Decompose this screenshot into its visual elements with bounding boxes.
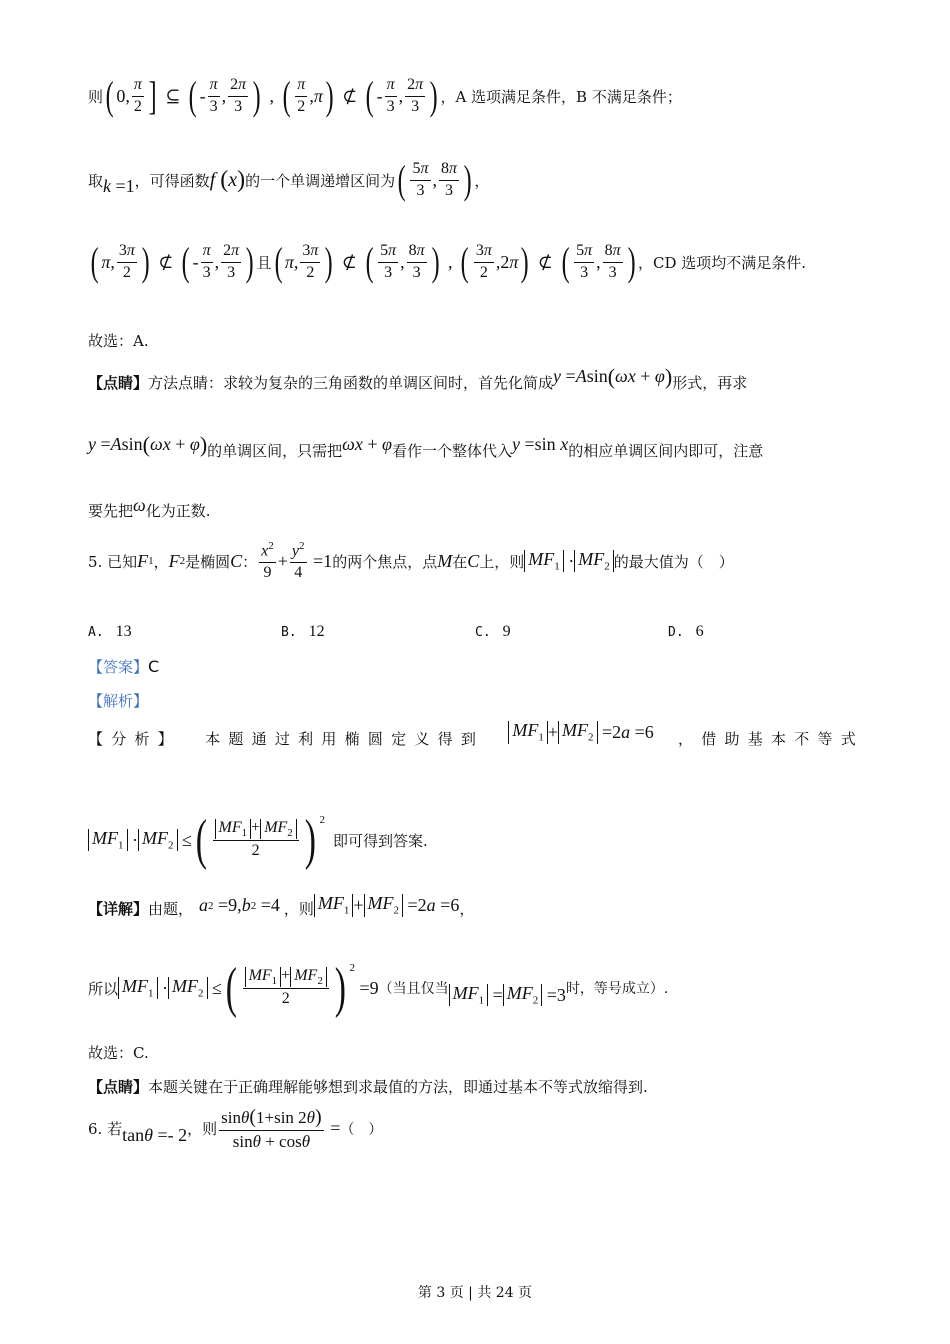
tip-2-tag: 【点睛】 xyxy=(88,1078,149,1096)
q6-t1: ，则 xyxy=(187,1120,218,1139)
detail-2-text-2: （当且仅当 xyxy=(378,981,449,997)
detail-2-text-3: 时，等号成立）. xyxy=(565,981,669,997)
conclusion-a: 故选：A. xyxy=(88,332,149,350)
c-symbol-2: C xyxy=(467,550,480,571)
tip-1-text-1: 方法点睛：求较为复杂的三角函数的单调区间时，首先化简成 xyxy=(148,374,554,392)
max-value-inequality: $MF_1$ · $MF_2$ ≤ ( $\frac{MF_1 + MF_2}{2}$ ) $^2$ =9 xyxy=(118,960,379,1016)
fenxi-line-2 xyxy=(88,809,428,871)
detail-line-1 xyxy=(88,893,475,919)
tip-1b-text-2: 看作一个整体代入 xyxy=(392,442,513,460)
tip-1b-text-1: 的单调区间，只需把 xyxy=(207,442,343,460)
page-footer: 第 3 页 | 共 24 页 xyxy=(417,1285,533,1301)
q5-t7: 的最大值为（ ） xyxy=(613,552,734,571)
q5-t5: 在 xyxy=(452,552,468,571)
answer-tag: 【答案】 xyxy=(88,658,149,676)
option-d xyxy=(668,623,704,641)
fenxi-2-text: 即可得到答案. xyxy=(332,831,428,850)
detail-2-text-1: 所以 xyxy=(88,979,119,998)
tip-1-text-2: 形式，再求 xyxy=(672,374,748,392)
detail-text-1: 由题， xyxy=(148,900,194,918)
fenxi-line-1 xyxy=(88,720,864,749)
fenxi-text-1: 本题通过利用椭圆定义得到 xyxy=(205,730,485,748)
sin-form-expression-2: y = A sin ( ωx + φ ) xyxy=(88,431,208,457)
am-gm-inequality: $MF_1$ · $MF_2$ ≤ ( $\frac{MF_1 + MF_2}{2}$ ) $^2$ xyxy=(88,812,325,868)
tip-1c-text-1: 要先把 xyxy=(88,502,134,520)
option-c xyxy=(475,623,511,641)
question-6 xyxy=(88,1106,382,1152)
sum-equals-2a: $MF_1$ + $MF_2$ =2 a =6 xyxy=(508,721,653,744)
line2-mid2: 的一个单调递增区间为 xyxy=(245,171,396,190)
k-equals-1: k =1 xyxy=(103,175,135,196)
option-b-value: 12 xyxy=(308,623,325,640)
detail-line-2 xyxy=(88,957,669,1019)
a2-b2-values: a 2 =9, b 2 =4 xyxy=(199,895,280,915)
f1-symbol: F 1 xyxy=(137,550,154,571)
option-d-value: 6 xyxy=(695,623,704,640)
q5-num: 5. 已知 xyxy=(88,552,138,571)
increasing-interval: ( $\frac{5\pi}{3}$ , $\frac{8\pi}{3}$ ) xyxy=(397,157,472,202)
trig-fraction: $\frac{\sin\theta(1+\sin 2\theta)}{\sin\theta + \cos\theta}$ = xyxy=(221,1106,341,1151)
solution-line-1 xyxy=(88,73,682,118)
q5-t2: 是椭圆 xyxy=(185,552,231,571)
interval-checks: ( π , $\frac{3\pi}{2}$ ) ⊄ ( - $\frac{\pi}{3}$ , $\frac{2\pi}{3}$ ) xyxy=(90,239,254,284)
detail-text-2: ，则 xyxy=(283,900,314,918)
sin-form-expression: y = A sin ( ωx + φ ) xyxy=(553,363,673,389)
option-d-label: D. xyxy=(668,625,684,640)
tip-1-line-2 xyxy=(88,431,764,461)
line2-suffix: ， xyxy=(474,171,490,190)
tip-1b-text-3: 的相应单调区间内即可，注意 xyxy=(568,442,764,460)
option-a-value: 13 xyxy=(115,623,132,640)
option-a xyxy=(88,623,132,641)
sum-equals-6: $MF_1$ + $MF_2$ =2 a =6 xyxy=(314,894,459,917)
answer-line xyxy=(88,656,159,677)
q5-t4: 的两个焦点，点 xyxy=(332,552,438,571)
option-c-value: 9 xyxy=(502,623,511,640)
m-symbol: M xyxy=(437,550,453,571)
tip-2-text: 本题关键在于正确理解能够想到求最值的方法，即通过基本不等式放缩得到. xyxy=(148,1078,648,1096)
answer-value: C xyxy=(148,657,160,676)
f2-symbol: F 2 xyxy=(168,550,186,571)
omega-symbol: ω xyxy=(133,495,146,515)
interval-expression: ( 0, $\frac{\pi}{2}$ ] ⊆ ( - $\frac{\pi}{3}$ , $\frac{2\pi}{3}$ ) , ( $\frac{\pi}{2}$ , π ) ⊄ ( - $\frac{\pi}{3}$ , $\frac{2\pi}{3}$ ) xyxy=(105,73,438,118)
question-5 xyxy=(88,540,734,582)
option-a-label: A. xyxy=(88,625,104,640)
q5-t3: ： xyxy=(242,552,258,571)
solution-line-3 xyxy=(88,239,807,284)
fenxi-text-2: ，借助基本不等式 xyxy=(677,730,864,748)
option-b-label: B. xyxy=(281,625,297,640)
tip-1-tag: 【点睛】 xyxy=(88,374,149,392)
detail-tag: 【详解】 xyxy=(88,900,149,918)
omega-x-phi: ωx + φ xyxy=(342,434,392,454)
interval-checks-2: ( π , $\frac{3\pi}{2}$ ) ⊄ ( $\frac{5\pi}{3}$ , $\frac{8\pi}{3}$ ) , ( $\frac{3\pi}{2}$ ,2 π ) ⊄ ( $\frac{5\pi}{3}$ , $\frac{8\pi}{3}$ ) xyxy=(274,239,636,284)
q5-t1: ， xyxy=(153,552,169,571)
y-sin-x: y =sin x xyxy=(512,434,569,454)
q6-t2: （ ） xyxy=(340,1121,383,1138)
equality-condition: $MF_1$ = $MF_2$ =3 xyxy=(449,984,566,1007)
tip-1-line-1 xyxy=(88,363,748,393)
function-f: f ( x ) xyxy=(209,166,246,193)
option-c-label: C. xyxy=(475,625,491,640)
line1-suffix: ，A 选项满足条件，B 不满足条件； xyxy=(440,87,682,106)
solution-line-2 xyxy=(88,157,490,202)
line3-and: 且 xyxy=(256,253,272,272)
product-mf1-mf2: $MF_1$ · $MF_2$ xyxy=(524,550,614,573)
tip-1c-text-2: 化为正数. xyxy=(145,502,211,520)
line2-prefix: 取 xyxy=(88,171,104,190)
line3-suffix: ，CD 选项均不满足条件. xyxy=(637,253,807,272)
tan-theta: tan θ =- 2 xyxy=(122,1125,188,1146)
option-b xyxy=(281,623,325,641)
fenxi-tag: 【分析】 xyxy=(88,730,182,748)
c-symbol: C xyxy=(230,550,243,571)
q6-num: 6. 若 xyxy=(88,1120,123,1139)
q5-t6: 上，则 xyxy=(479,552,525,571)
tip-1-line-3 xyxy=(88,495,211,521)
ellipse-equation: $\frac{x^2}{9}$ + $\frac{y^2}{4}$ =1 xyxy=(261,540,333,581)
conclusion-c: 故选：C. xyxy=(88,1044,149,1062)
line2-mid: ，可得函数 xyxy=(134,171,210,190)
detail-text-3: ， xyxy=(459,900,475,918)
tip-2 xyxy=(88,1076,648,1097)
line1-prefix: 则 xyxy=(88,87,104,106)
analysis-tag: 【解析】 xyxy=(88,692,149,710)
